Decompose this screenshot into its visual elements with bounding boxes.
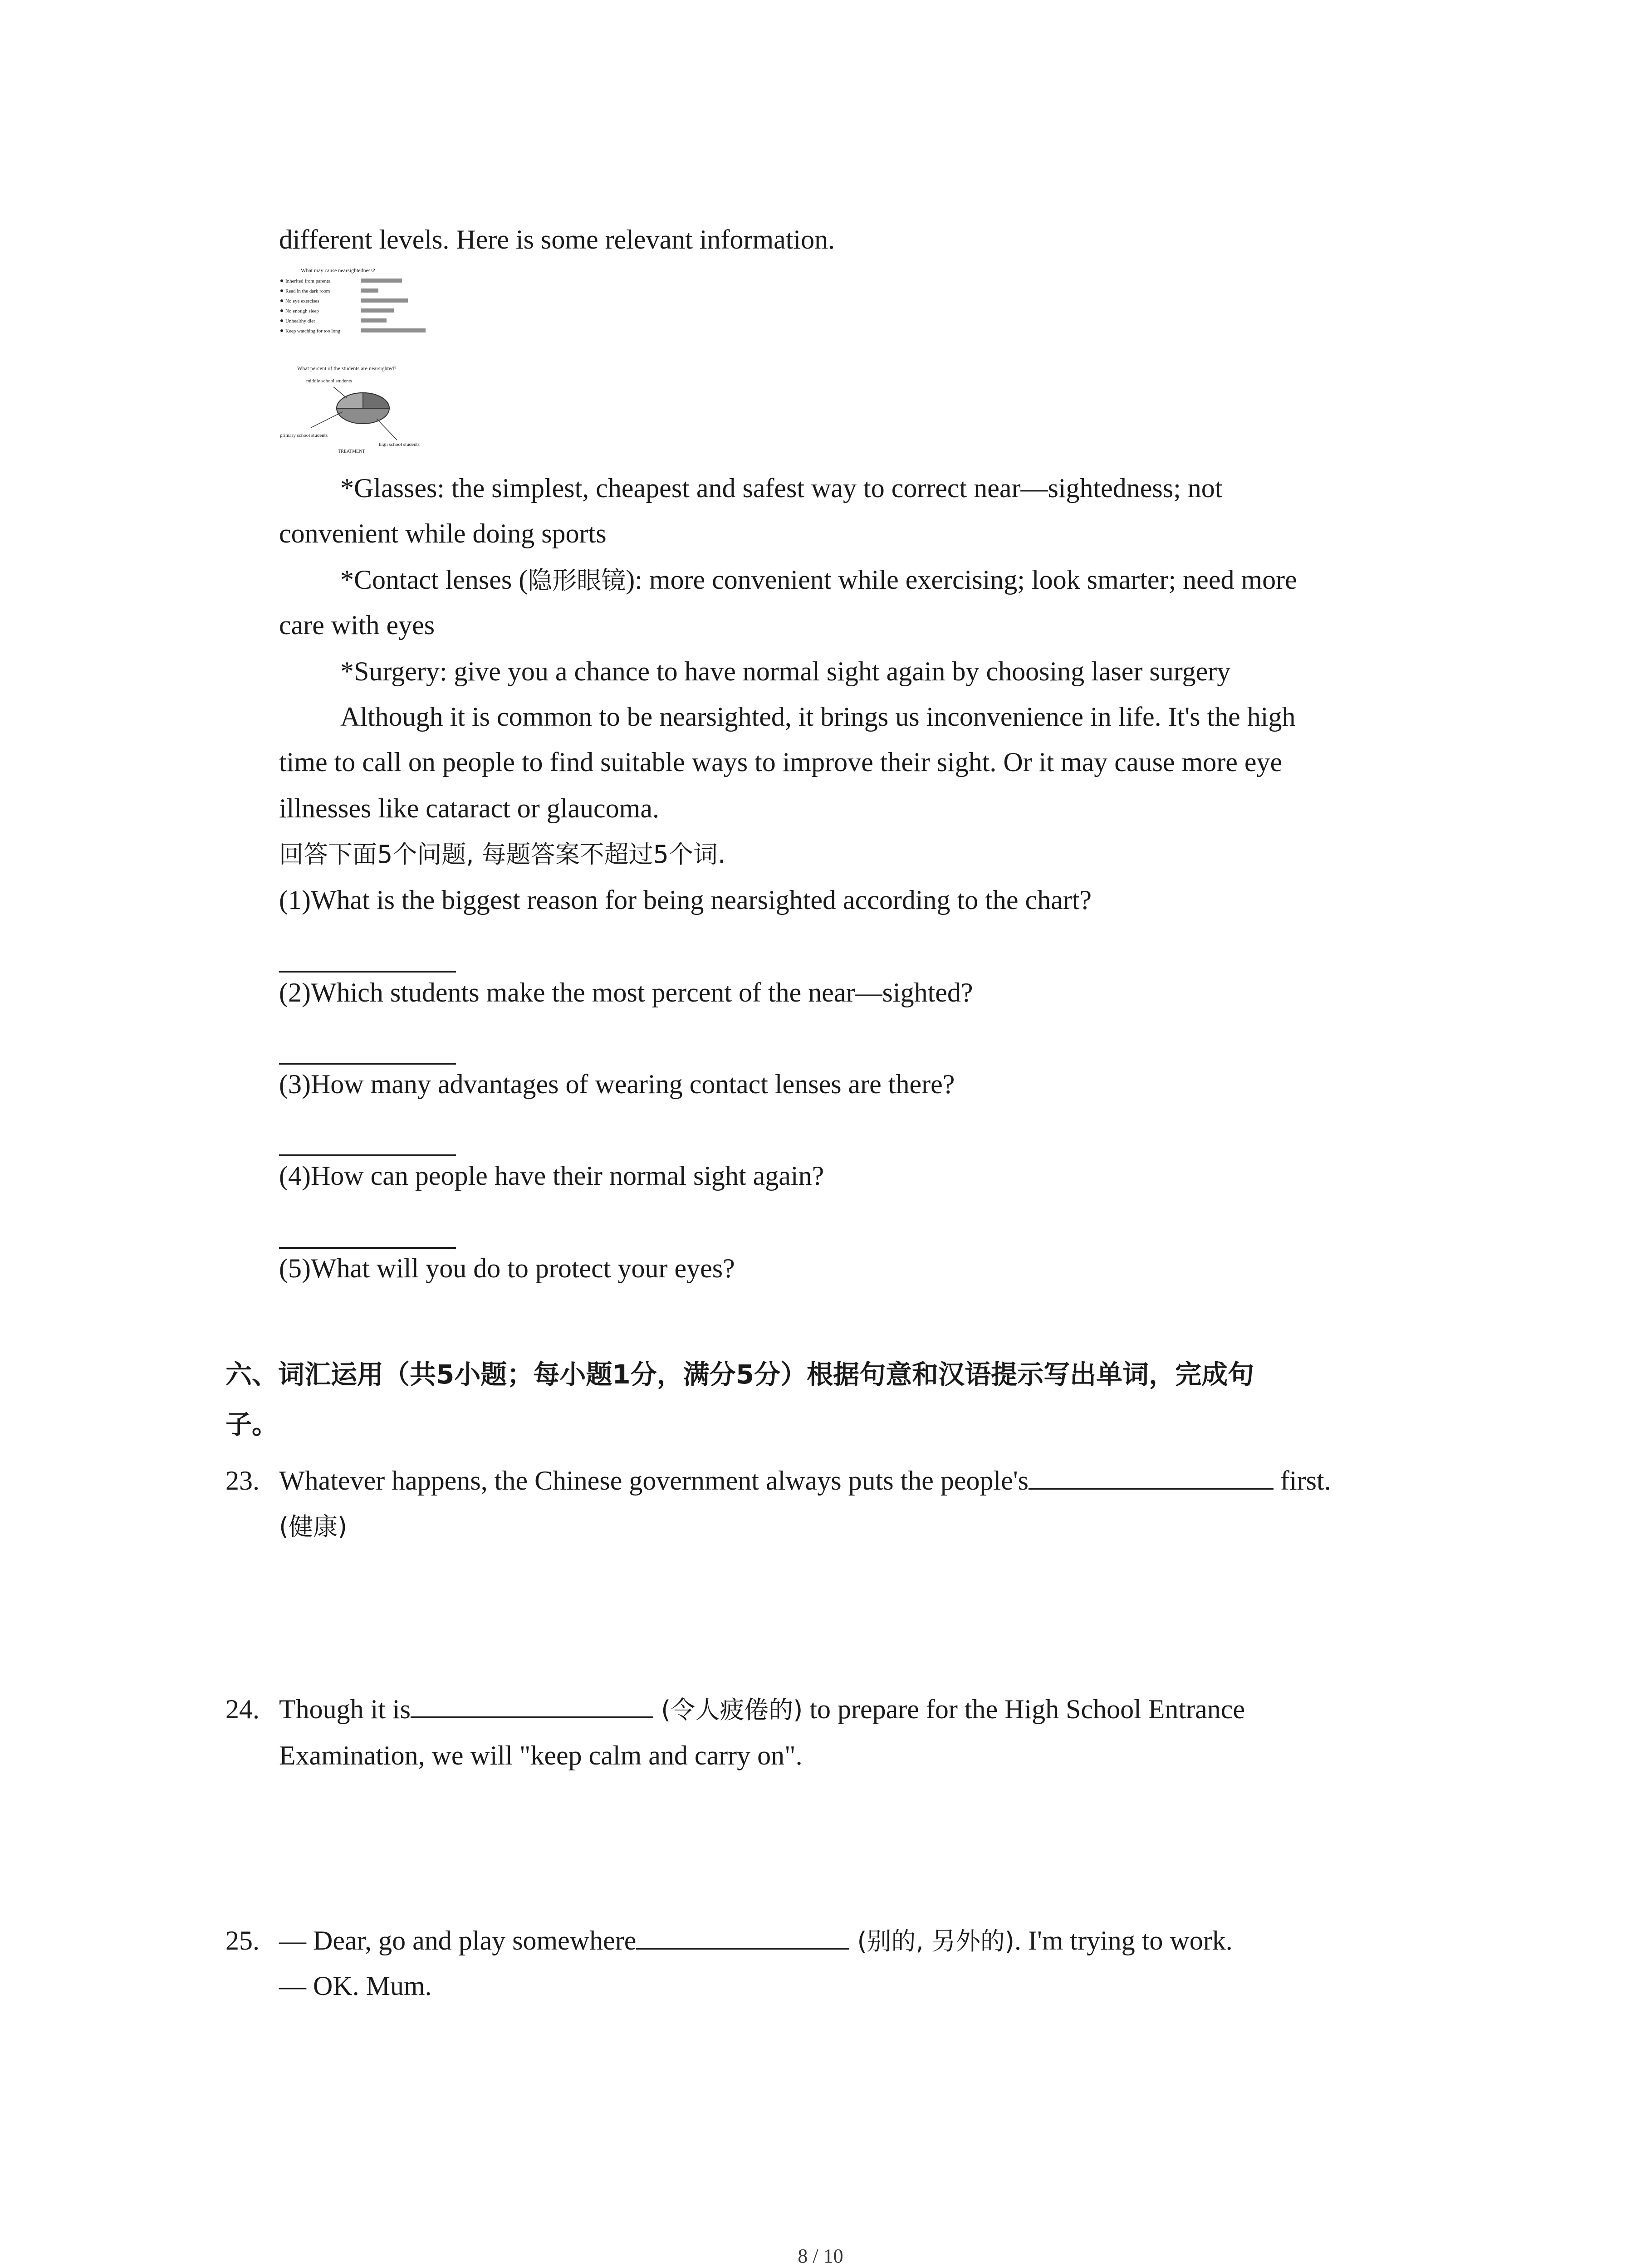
cause-bullet xyxy=(280,289,283,292)
contact-lenses-line-1 xyxy=(340,563,1297,597)
cause-label: No eye exercises xyxy=(285,298,319,304)
item-25-line-2: — OK. Mum. xyxy=(279,1971,432,2001)
answer-blank-4[interactable] xyxy=(279,1247,456,1249)
cause-bar xyxy=(361,308,394,313)
item-25-hint: (别的, 另外的) xyxy=(849,1927,1014,1955)
contact-lenses-line-2: care with eyes xyxy=(279,610,435,640)
question-1: (1)What is the biggest reason for being nearsighted according to the chart? xyxy=(279,885,1092,915)
conclusion-line-1: Although it is common to be nearsighted, it brings us inconvenience in life. It's the high xyxy=(340,702,1296,732)
item-23-text: Whatever happens, the Chinese government always puts the people's xyxy=(279,1466,1029,1496)
cause-label: Inherited from parents xyxy=(285,279,330,284)
intro-line: different levels. Here is some relevant information. xyxy=(279,225,835,254)
cause-label: Unhealthy diet xyxy=(285,318,315,324)
item-23-hint: (健康) xyxy=(279,1512,348,1541)
item-24-blank[interactable] xyxy=(411,1694,653,1718)
item-25-line-1 xyxy=(279,1924,1233,1958)
conclusion-line-3: illnesses like cataract or glaucoma. xyxy=(279,793,659,823)
answer-blank-3[interactable] xyxy=(279,1154,456,1156)
item-25-number: 25. xyxy=(225,1926,260,1955)
cause-label: No enough sleep xyxy=(285,308,319,314)
cause-bar xyxy=(361,279,402,283)
cause-bullet xyxy=(280,309,283,312)
contact-text-a: *Contact lenses ( xyxy=(340,565,528,595)
surgery-line: *Surgery: give you a chance to have normal sight again by choosing laser surgery xyxy=(340,656,1231,686)
section-6-heading-line-1: 六、词汇运用（共5小题；每小题1分，满分5分）根据句意和汉语提示写出单词，完成句 xyxy=(225,1359,1254,1390)
bar-chart-title: What may cause nearsightedness? xyxy=(301,267,375,274)
pie-chart-title: What percent of the students are nearsighted? xyxy=(297,365,397,371)
item-23-text-end: first. xyxy=(1274,1466,1331,1496)
contact-text-b: ): more convenient while exercising; look smarter; need more xyxy=(626,565,1297,595)
item-25-text: — Dear, go and play somewhere xyxy=(279,1926,637,1955)
cause-bullet xyxy=(280,329,283,332)
pie-slice-middle xyxy=(337,393,363,408)
pie-label-primary: primary school students xyxy=(280,433,328,438)
cause-bar xyxy=(361,288,378,293)
question-4: (4)How can people have their normal sight again? xyxy=(279,1161,824,1191)
cause-label: Read in the dark room xyxy=(285,288,330,294)
glasses-line-1: *Glasses: the simplest, cheapest and safest way to correct near—sightedness; not xyxy=(340,473,1223,503)
item-24-text-end: to prepare for the High School Entrance xyxy=(803,1694,1245,1724)
page-number: 8 / 10 xyxy=(798,2245,843,2267)
cause-bullet xyxy=(280,299,283,302)
answer-blank-2[interactable] xyxy=(279,1063,456,1065)
item-25-text-end: . I'm trying to work. xyxy=(1014,1926,1233,1955)
nearsightedness-chart-figure xyxy=(279,262,442,455)
cause-bar xyxy=(361,298,408,303)
section-6-heading-line-2: 子。 xyxy=(225,1409,279,1440)
item-24-line-1 xyxy=(279,1693,1245,1726)
cause-bars xyxy=(280,279,426,334)
contact-cn-gloss: 隐形眼镜 xyxy=(528,566,626,595)
question-2: (2)Which students make the most percent of the near—sighted? xyxy=(279,978,973,1007)
cause-label: Keep watching for too long xyxy=(285,328,340,334)
item-24-line-2: Examination, we will "keep calm and carry on". xyxy=(279,1740,803,1770)
answer-instruction: 回答下面5个问题, 每题答案不超过5个词. xyxy=(279,840,726,869)
item-25-blank[interactable] xyxy=(636,1925,849,1950)
pie-chart xyxy=(311,387,397,440)
glasses-line-2: convenient while doing sports xyxy=(279,518,607,548)
cause-bar xyxy=(361,318,387,323)
question-3: (3)How many advantages of wearing contact lenses are there? xyxy=(279,1069,955,1099)
pie-label-high: high school students xyxy=(379,442,420,447)
cause-bullet xyxy=(280,319,283,322)
conclusion-line-2: time to call on people to find suitable ways to improve their sight. Or it may cause more eye xyxy=(279,747,1283,777)
item-23-number: 23. xyxy=(225,1466,260,1496)
item-23-line-1 xyxy=(279,1464,1331,1497)
item-24-hint: (令人疲倦的) xyxy=(653,1696,803,1724)
item-24-number: 24. xyxy=(225,1694,260,1724)
item-24-text: Though it is xyxy=(279,1694,411,1724)
pie-label-middle: middle school students xyxy=(306,378,352,384)
question-5: (5)What will you do to protect your eyes? xyxy=(279,1253,735,1283)
treatment-label: TREATMENT xyxy=(338,449,365,454)
item-23-blank[interactable] xyxy=(1029,1465,1274,1490)
answer-blank-1[interactable] xyxy=(279,971,456,973)
cause-bar xyxy=(361,328,426,332)
cause-bullet xyxy=(280,279,283,282)
pie-slice-high xyxy=(363,393,389,408)
